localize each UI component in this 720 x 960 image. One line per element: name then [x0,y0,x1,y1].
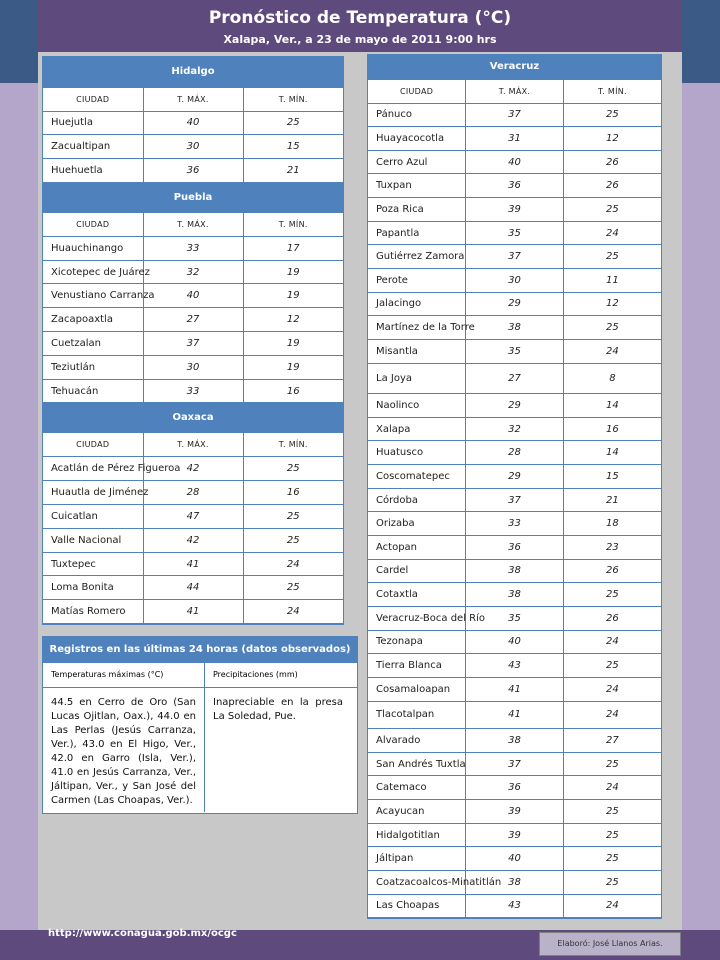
table-row [368,512,661,536]
max-cell: 40 [143,284,243,308]
max-cell: 40 [466,630,564,654]
max-cell: 33 [143,379,243,403]
city-cell: Huauchinango [43,236,143,260]
city-cell: Alvarado [368,729,466,753]
table-row [43,576,343,600]
max-temp-label: Temperaturas máximas (°C) [43,663,205,687]
city-cell: Perote [368,268,466,292]
max-cell: 39 [466,800,564,824]
city-cell: Veracruz-Boca del Río [368,606,466,630]
max-cell: 27 [143,308,243,332]
min-cell: 25 [563,752,661,776]
table-row [368,701,661,729]
min-cell: 25 [563,316,661,340]
table-row [43,457,343,481]
table-row [368,654,661,678]
credit-box: Elaboró: José Llanos Arias. [539,932,681,956]
table-row [368,871,661,895]
max-cell: 29 [466,292,564,316]
max-cell: 28 [466,441,564,465]
city-cell: Tezonapa [368,630,466,654]
column-header-max: T. MÁX. [466,79,564,103]
table-row [368,363,661,394]
max-cell: 37 [466,488,564,512]
table-row [368,823,661,847]
city-cell: Huejutla [43,111,143,135]
section-title: Puebla [43,182,343,212]
min-cell: 26 [563,174,661,198]
table-row [43,284,343,308]
min-cell: 25 [243,528,343,552]
observed-body [43,688,357,812]
column-header-row [43,433,343,457]
min-cell: 25 [243,505,343,529]
min-cell: 18 [563,512,661,536]
section-title: Hidalgo [43,57,343,87]
max-cell: 32 [466,417,564,441]
max-cell: 36 [466,776,564,800]
column-header-row [368,79,661,103]
min-cell: 12 [563,292,661,316]
max-cell: 41 [143,600,243,624]
observed-records-box [42,636,358,814]
city-cell: La Joya [368,363,466,394]
min-cell: 21 [243,159,343,183]
table-row [368,847,661,871]
page-title: Pronóstico de Temperatura (°C) [208,8,512,28]
section-title: Oaxaca [43,403,343,433]
max-cell: 29 [466,394,564,418]
table-row [368,465,661,489]
min-cell: 25 [243,576,343,600]
min-cell: 24 [243,600,343,624]
table-row [368,221,661,245]
min-cell: 12 [563,127,661,151]
city-cell: Teziutlán [43,355,143,379]
max-cell: 35 [466,339,564,363]
city-cell: Misantla [368,339,466,363]
city-cell: Jalacingo [368,292,466,316]
city-cell: Jáltipan [368,847,466,871]
table-row [43,308,343,332]
column-header-min: T. MÍN. [243,212,343,236]
table-row [368,776,661,800]
observed-headers [43,663,357,688]
max-cell: 38 [466,583,564,607]
city-cell: Valle Nacional [43,528,143,552]
max-cell: 36 [466,536,564,560]
max-cell: 36 [143,159,243,183]
min-cell: 25 [563,103,661,127]
city-cell: Huayacocotla [368,127,466,151]
corner-block-top-right [682,0,720,83]
table-row [368,316,661,340]
table-row [368,894,661,918]
city-cell: Matías Romero [43,600,143,624]
min-cell: 19 [243,284,343,308]
city-cell: Pánuco [368,103,466,127]
page-header [38,0,682,52]
min-cell: 25 [563,198,661,222]
left-forecast-table [42,56,344,625]
min-cell: 25 [563,583,661,607]
table-row [43,600,343,624]
column-header-city: CIUDAD [43,433,143,457]
max-cell: 41 [466,701,564,729]
max-cell: 30 [143,355,243,379]
city-cell: Acayucan [368,800,466,824]
city-cell: Cardel [368,559,466,583]
min-cell: 25 [243,111,343,135]
max-cell: 36 [466,174,564,198]
table-row [368,103,661,127]
city-cell: Las Choapas [368,894,466,918]
city-cell: Tehuacán [43,379,143,403]
max-cell: 43 [466,894,564,918]
max-cell: 40 [466,847,564,871]
table-row [368,488,661,512]
column-header-min: T. MÍN. [243,433,343,457]
column-header-min: T. MÍN. [563,79,661,103]
section-header [43,57,343,87]
max-cell: 39 [466,823,564,847]
footer-url[interactable]: http://www.conagua.gob.mx/ocgc [48,928,237,939]
observed-title: Registros en las últimas 24 horas (datos observados) [43,637,357,663]
city-cell: Naolinco [368,394,466,418]
table-row [43,159,343,183]
min-cell: 24 [563,630,661,654]
city-cell: Tuxtepec [43,552,143,576]
table-row [368,752,661,776]
max-cell: 47 [143,505,243,529]
page-subtitle: Xalapa, Ver., a 23 de mayo de 2011 9:00 hrs [223,33,497,46]
min-cell: 21 [563,488,661,512]
max-cell: 39 [466,198,564,222]
column-header-row [43,87,343,111]
city-cell: Poza Rica [368,198,466,222]
table-row [43,552,343,576]
max-temp-text: 44.5 en Cerro de Oro (San Lucas Ojitlan, Oax.), 44.0 en Las Perlas (Jesús Carranza, Ver.), 43.0 en El Higo, Ver., 42.0 en Garro (Isla, Ver.), 41.0 en Jesús Carranza, Ver., Jáltipan, Ver., y San José del Carmen (Las Choapas, Ver.). [43,688,205,812]
city-cell: Catemaco [368,776,466,800]
city-cell: Córdoba [368,488,466,512]
column-header-min: T. MÍN. [243,87,343,111]
precip-label: Precipitaciones (mm) [213,670,298,679]
max-cell: 37 [466,245,564,269]
table-row [368,606,661,630]
city-cell: Zacapoaxtla [43,308,143,332]
city-cell: Cerro Azul [368,150,466,174]
city-cell: Zacualtipan [43,135,143,159]
table-row [368,677,661,701]
table-row [368,339,661,363]
max-cell: 40 [466,150,564,174]
min-cell: 26 [563,559,661,583]
min-cell: 25 [563,847,661,871]
table-row [43,236,343,260]
max-cell: 31 [466,127,564,151]
max-cell: 38 [466,871,564,895]
table-row [368,536,661,560]
min-cell: 19 [243,260,343,284]
section-title: Veracruz [368,55,661,79]
max-cell: 41 [143,552,243,576]
city-cell: Coatzacoalcos-Minatitlán [368,871,466,895]
table-row [43,332,343,356]
column-header-city: CIUDAD [43,212,143,236]
min-cell: 25 [563,871,661,895]
max-cell: 32 [143,260,243,284]
table-row [368,198,661,222]
table-row [43,355,343,379]
max-cell: 40 [143,111,243,135]
city-cell: Xalapa [368,417,466,441]
city-cell: Cosamaloapan [368,677,466,701]
table-row [368,559,661,583]
table-row [368,292,661,316]
column-header-max: T. MÁX. [143,433,243,457]
table-row [368,583,661,607]
section-header [43,182,343,212]
max-cell: 41 [466,677,564,701]
min-cell: 24 [243,552,343,576]
city-cell: Xicotepec de Juárez [43,260,143,284]
max-cell: 30 [143,135,243,159]
city-cell: Acatlán de Pérez Figueroa [43,457,143,481]
max-cell: 37 [466,752,564,776]
city-cell: Cuicatlan [43,505,143,529]
table-row [368,729,661,753]
city-cell: Huatusco [368,441,466,465]
table-row [368,245,661,269]
min-cell: 24 [563,776,661,800]
city-cell: Orizaba [368,512,466,536]
city-cell: Cuetzalan [43,332,143,356]
table-row [368,417,661,441]
column-header-max: T. MÁX. [143,87,243,111]
table-row [43,505,343,529]
min-cell: 14 [563,441,661,465]
max-cell: 30 [466,268,564,292]
table-row [43,528,343,552]
city-cell: Gutiérrez Zamora [368,245,466,269]
min-cell: 26 [563,150,661,174]
table-row [43,111,343,135]
min-cell: 16 [563,417,661,441]
table-row [368,150,661,174]
max-cell: 38 [466,316,564,340]
column-header-row [43,212,343,236]
city-cell: Martínez de la Torre [368,316,466,340]
min-cell: 16 [243,379,343,403]
min-cell: 12 [243,308,343,332]
city-cell: Papantla [368,221,466,245]
city-cell: Tierra Blanca [368,654,466,678]
min-cell: 19 [243,355,343,379]
veracruz-forecast-table [367,54,662,919]
city-cell: Loma Bonita [43,576,143,600]
min-cell: 17 [243,236,343,260]
city-cell: San Andrés Tuxtla [368,752,466,776]
min-cell: 15 [243,135,343,159]
min-cell: 24 [563,677,661,701]
table-row [43,379,343,403]
city-cell: Tlacotalpan [368,701,466,729]
min-cell: 14 [563,394,661,418]
city-cell: Cotaxtla [368,583,466,607]
min-cell: 24 [563,894,661,918]
column-header-city: CIUDAD [368,79,466,103]
table-row [43,260,343,284]
min-cell: 15 [563,465,661,489]
max-cell: 42 [143,457,243,481]
table-row [368,127,661,151]
table-row [368,630,661,654]
max-cell: 42 [143,528,243,552]
max-cell: 28 [143,481,243,505]
max-cell: 38 [466,559,564,583]
min-cell: 16 [243,481,343,505]
min-cell: 25 [563,654,661,678]
precip-text: Inapreciable en la presa La Soledad, Pue. [213,697,343,722]
min-cell: 25 [563,823,661,847]
min-cell: 26 [563,606,661,630]
table-row [43,135,343,159]
max-cell: 27 [466,363,564,394]
column-header-max: T. MÁX. [143,212,243,236]
city-cell: Actopan [368,536,466,560]
max-cell: 38 [466,729,564,753]
max-cell: 43 [466,654,564,678]
table-row [368,441,661,465]
table-row [368,394,661,418]
min-cell: 8 [563,363,661,394]
max-cell: 29 [466,465,564,489]
max-cell: 37 [466,103,564,127]
corner-block-top-left [0,0,38,83]
min-cell: 11 [563,268,661,292]
column-header-city: CIUDAD [43,87,143,111]
min-cell: 24 [563,339,661,363]
min-cell: 23 [563,536,661,560]
section-header [43,403,343,433]
min-cell: 25 [563,800,661,824]
min-cell: 25 [563,245,661,269]
city-cell: Huautla de Jiménez [43,481,143,505]
table-row [43,481,343,505]
table-row [368,268,661,292]
max-cell: 33 [466,512,564,536]
section-header [368,55,661,79]
max-cell: 35 [466,221,564,245]
min-cell: 27 [563,729,661,753]
city-cell: Venustiano Carranza [43,284,143,308]
min-cell: 25 [243,457,343,481]
max-cell: 33 [143,236,243,260]
max-cell: 44 [143,576,243,600]
city-cell: Hidalgotitlan [368,823,466,847]
max-cell: 35 [466,606,564,630]
city-cell: Coscomatepec [368,465,466,489]
city-cell: Huehuetla [43,159,143,183]
max-cell: 37 [143,332,243,356]
min-cell: 24 [563,701,661,729]
min-cell: 24 [563,221,661,245]
table-row [368,800,661,824]
table-row [368,174,661,198]
city-cell: Tuxpan [368,174,466,198]
min-cell: 19 [243,332,343,356]
